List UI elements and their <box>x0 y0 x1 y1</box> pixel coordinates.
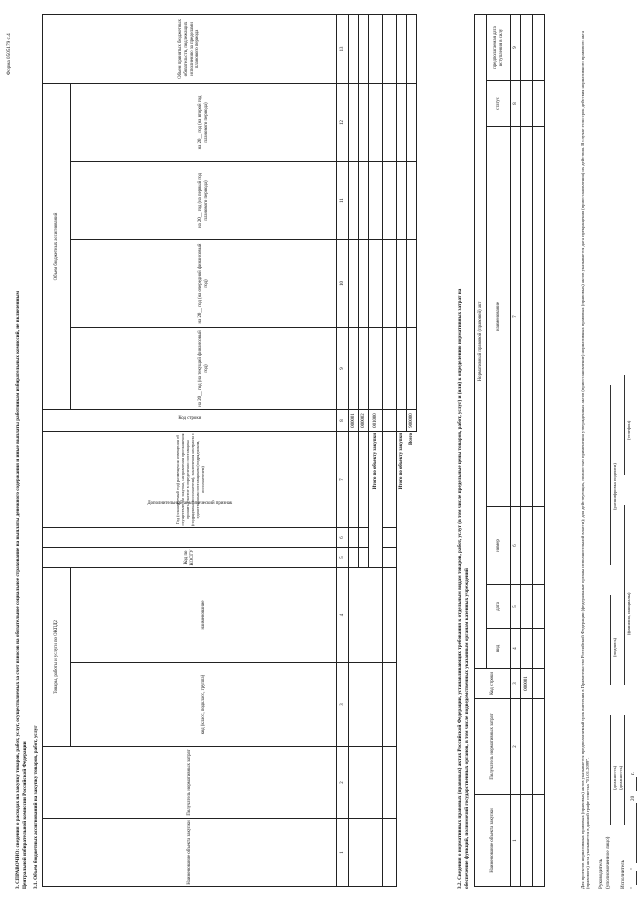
table-cell <box>349 162 359 240</box>
head-signature-caption: (подпись) <box>612 637 617 657</box>
table-cell <box>533 127 545 507</box>
table-cell <box>407 162 417 240</box>
date-month-line[interactable] <box>636 803 637 863</box>
table-cell <box>383 819 397 887</box>
col-num: 7 <box>511 127 521 507</box>
table-cell <box>383 83 397 161</box>
th-received: Получатель нормативных затрат <box>475 699 511 795</box>
col-num: 1 <box>337 819 349 887</box>
th-year2: на 20__ год (на первый год планового периода) <box>71 162 337 240</box>
th-year3: на 20__ год (на второй год планового периода) <box>71 83 337 161</box>
th-goods-code: код (класс, подкласс, группа) <box>71 663 337 747</box>
date-year-suffix: г. <box>630 772 636 775</box>
table-cell <box>383 568 397 663</box>
total-object-label: Итого по объекту закупки <box>369 432 383 568</box>
th-object-name: Наименование объекта закупки <box>43 819 337 887</box>
table-cell <box>397 240 407 328</box>
signature-executor-label: Исполнитель <box>620 859 626 889</box>
table-cell <box>369 240 383 328</box>
footnote: Для проектов нормативных правовых (правовых) актов указывается предполагаемый срок внесения в Правительство Российской Федерации (федеральные органы исполнительной власти); для действующих, полностью применения утвержденных актов (приостановление) нормативных правовых (правовых) актов указывается дата прекращения (приостановления) их действия. В случае если срок действия нормативного правового акта (правового) акта указывается в данной графе отметка "01.01.2099". <box>580 30 591 889</box>
col-num: 5 <box>511 585 521 629</box>
table-cell <box>533 585 545 629</box>
col-num: 3 <box>511 669 521 699</box>
th-extra: Дополнительный аналитический признак <box>43 528 337 548</box>
date-open-quote: " <box>630 886 636 889</box>
th-year1: на 20__ год (на очередной финансовый год) <box>71 240 337 328</box>
table-cell <box>397 14 407 83</box>
budget-table <box>42 14 417 887</box>
table-cell <box>359 14 369 83</box>
table-cell <box>407 14 417 83</box>
table-cell <box>349 819 383 887</box>
table-cell <box>533 629 545 669</box>
table-cell <box>349 747 383 819</box>
col-num: 6 <box>511 507 521 585</box>
head-signature-line[interactable] <box>610 595 611 685</box>
table-cell <box>359 432 369 528</box>
table-cell <box>349 663 383 747</box>
table-cell <box>521 507 533 585</box>
executor-position-caption: (должность) <box>618 765 623 790</box>
table-cell <box>369 328 383 410</box>
section3-title: 3. СПРАВОЧНО: сведения о расходах на закупку товаров, работ, услуг, осуществляемых за счет взносов на обязательное социальное страхование на выплаты денежного содержания и иные выплаты работникам избирательных комиссий, не включенным <box>15 290 21 889</box>
col-num: 8 <box>511 81 521 127</box>
th-row-code: Код строки <box>43 410 337 432</box>
th-kind: вид <box>487 629 511 669</box>
table-cell <box>383 747 397 819</box>
col-num: 1 <box>511 795 521 887</box>
table-cell <box>521 585 533 629</box>
table-cell <box>349 83 359 161</box>
col-num: 10 <box>337 240 349 328</box>
grand-total-label: Всего <box>408 433 414 445</box>
table-cell <box>383 162 397 240</box>
table-cell <box>521 629 533 669</box>
table-cell <box>533 669 545 699</box>
table-cell <box>383 663 397 747</box>
col-num: 8 <box>337 410 349 432</box>
col-num: 5 <box>337 548 349 568</box>
th-date-status: предполагаемая дата вступления в силу <box>487 14 511 80</box>
table-cell <box>349 14 359 83</box>
col-num: 2 <box>337 747 349 819</box>
col-num: 9 <box>511 14 521 80</box>
table-cell <box>521 127 533 507</box>
table-cell <box>359 240 369 328</box>
table-cell <box>397 83 407 161</box>
table-cell <box>369 14 383 83</box>
legal-acts-table <box>474 14 545 887</box>
date-day-line[interactable] <box>636 871 637 885</box>
table-cell <box>383 528 397 548</box>
table-cell <box>521 81 533 127</box>
th-goods-name: наименование <box>71 568 337 663</box>
col-num: 4 <box>511 629 521 669</box>
table-cell <box>383 328 397 410</box>
head-decoding-line[interactable] <box>610 385 611 565</box>
th-budget: Объем бюджетных ассигнований <box>43 83 71 409</box>
table-cell <box>533 14 545 80</box>
th-act-name: наименование <box>487 127 511 507</box>
th-year: Год (планируемый год) размещения извещения об осуществлении закупки, направления приглашения принять участие в определении поставщика (подрядчика, исполнителя), заключения контракта с единственным поставщиком (подрядчиком, исполнителем) <box>43 432 337 528</box>
table-cell <box>407 240 417 328</box>
section32-subtitle: обеспечение функций, полномочий государственных органов, в том числе подведомственных указанным органам казенных учреждений <box>464 568 470 889</box>
table-cell <box>533 81 545 127</box>
col-num: 12 <box>337 83 349 161</box>
table-cell <box>407 328 417 410</box>
th-kosgu: Код по КОСГУ <box>43 548 337 568</box>
col-num: 11 <box>337 162 349 240</box>
table-cell <box>369 83 383 161</box>
table-cell <box>521 795 533 887</box>
executor-fio-line[interactable] <box>624 505 625 685</box>
table-cell <box>369 162 383 240</box>
table-cell <box>533 507 545 585</box>
table-cell <box>383 240 397 328</box>
head-position-line[interactable] <box>610 715 611 825</box>
signature-head-sub: (уполномоченное лицо) <box>605 836 611 889</box>
table-cell <box>349 328 359 410</box>
table-cell <box>349 528 359 548</box>
executor-phone-line[interactable] <box>624 375 625 475</box>
table-cell <box>383 548 397 568</box>
col-num: 4 <box>337 568 349 663</box>
th-received: Получатель нормативных затрат <box>43 747 337 819</box>
section3-subtitle: Центральной избирательной комиссии Российской Федерации <box>22 741 28 889</box>
th-legal-act: Нормативный правовой (правовой) акт <box>475 14 487 668</box>
th-status: статус <box>487 81 511 127</box>
date-year-prefix: 20 <box>630 795 636 801</box>
total-object-code: 001000 <box>369 410 383 432</box>
table-cell <box>359 548 369 568</box>
table-cell <box>383 410 397 432</box>
col-num: 3 <box>337 663 349 747</box>
table-cell <box>397 410 407 432</box>
date-year-line[interactable] <box>636 777 637 791</box>
col-num: 13 <box>337 14 349 83</box>
form-code: Форма 0505179 с.4 <box>6 33 12 75</box>
executor-phone-caption: (телефон) <box>626 420 631 440</box>
table-cell <box>359 328 369 410</box>
col-num: 6 <box>337 528 349 548</box>
table-cell <box>533 699 545 795</box>
total-object2-label: Итого по объекту закупки <box>397 432 407 887</box>
th-row-code: Код строки <box>475 669 511 699</box>
table-cell <box>521 699 533 795</box>
table-cell <box>521 14 533 80</box>
col-num: 9 <box>337 328 349 410</box>
table-cell <box>349 432 359 528</box>
th-year0: на 20__ год (на текущий финансовый год) <box>71 328 337 410</box>
head-decoding-caption: (расшифровка подписи) <box>612 463 617 510</box>
table-cell <box>383 432 397 528</box>
executor-position-line[interactable] <box>624 715 625 825</box>
grand-total-code: 900000 <box>407 410 417 432</box>
section31-title: 3.1. Объем бюджетных ассигнований на закупку товаров, работ, услуг <box>33 725 39 889</box>
table-cell <box>533 795 545 887</box>
col-num: 7 <box>337 432 349 528</box>
row-code: 000001 <box>521 669 533 699</box>
th-number: номер <box>487 507 511 585</box>
table-cell <box>359 528 369 548</box>
table-cell <box>397 328 407 410</box>
section32-title: 3.2. Сведения о нормативных правовых (правовых) актах Российской Федерации, устанавливающих требования к отдельным видам товаров, работ, услуг (в том числе предельные цены товаров, работ, услуг) и (или) к определению нормативных затрат на <box>457 288 463 889</box>
th-object-name: Наименование объекта закупки <box>475 795 511 887</box>
table-cell <box>349 240 359 328</box>
executor-fio-caption: (фамилия, инициалы) <box>626 592 631 635</box>
row-code: 000001 <box>349 410 359 432</box>
th-obligations: Объем принятых бюджетных обязательств, подлежащих исполнению за пределами планового периода <box>43 14 337 83</box>
table-cell <box>397 162 407 240</box>
signature-head-label: Руководитель <box>598 858 604 889</box>
table-cell <box>349 548 359 568</box>
table-cell <box>383 14 397 83</box>
table-cell <box>359 83 369 161</box>
date-close-quote: " <box>630 867 636 870</box>
col-num: 2 <box>511 699 521 795</box>
head-position-caption: (должность) <box>612 765 617 790</box>
table-cell <box>407 83 417 161</box>
table-cell <box>349 568 383 663</box>
th-goods: Товары, работы и услуги по ОКПД2 <box>43 568 71 747</box>
th-date: дата <box>487 585 511 629</box>
table-cell <box>359 162 369 240</box>
row-code: 000002 <box>359 410 369 432</box>
